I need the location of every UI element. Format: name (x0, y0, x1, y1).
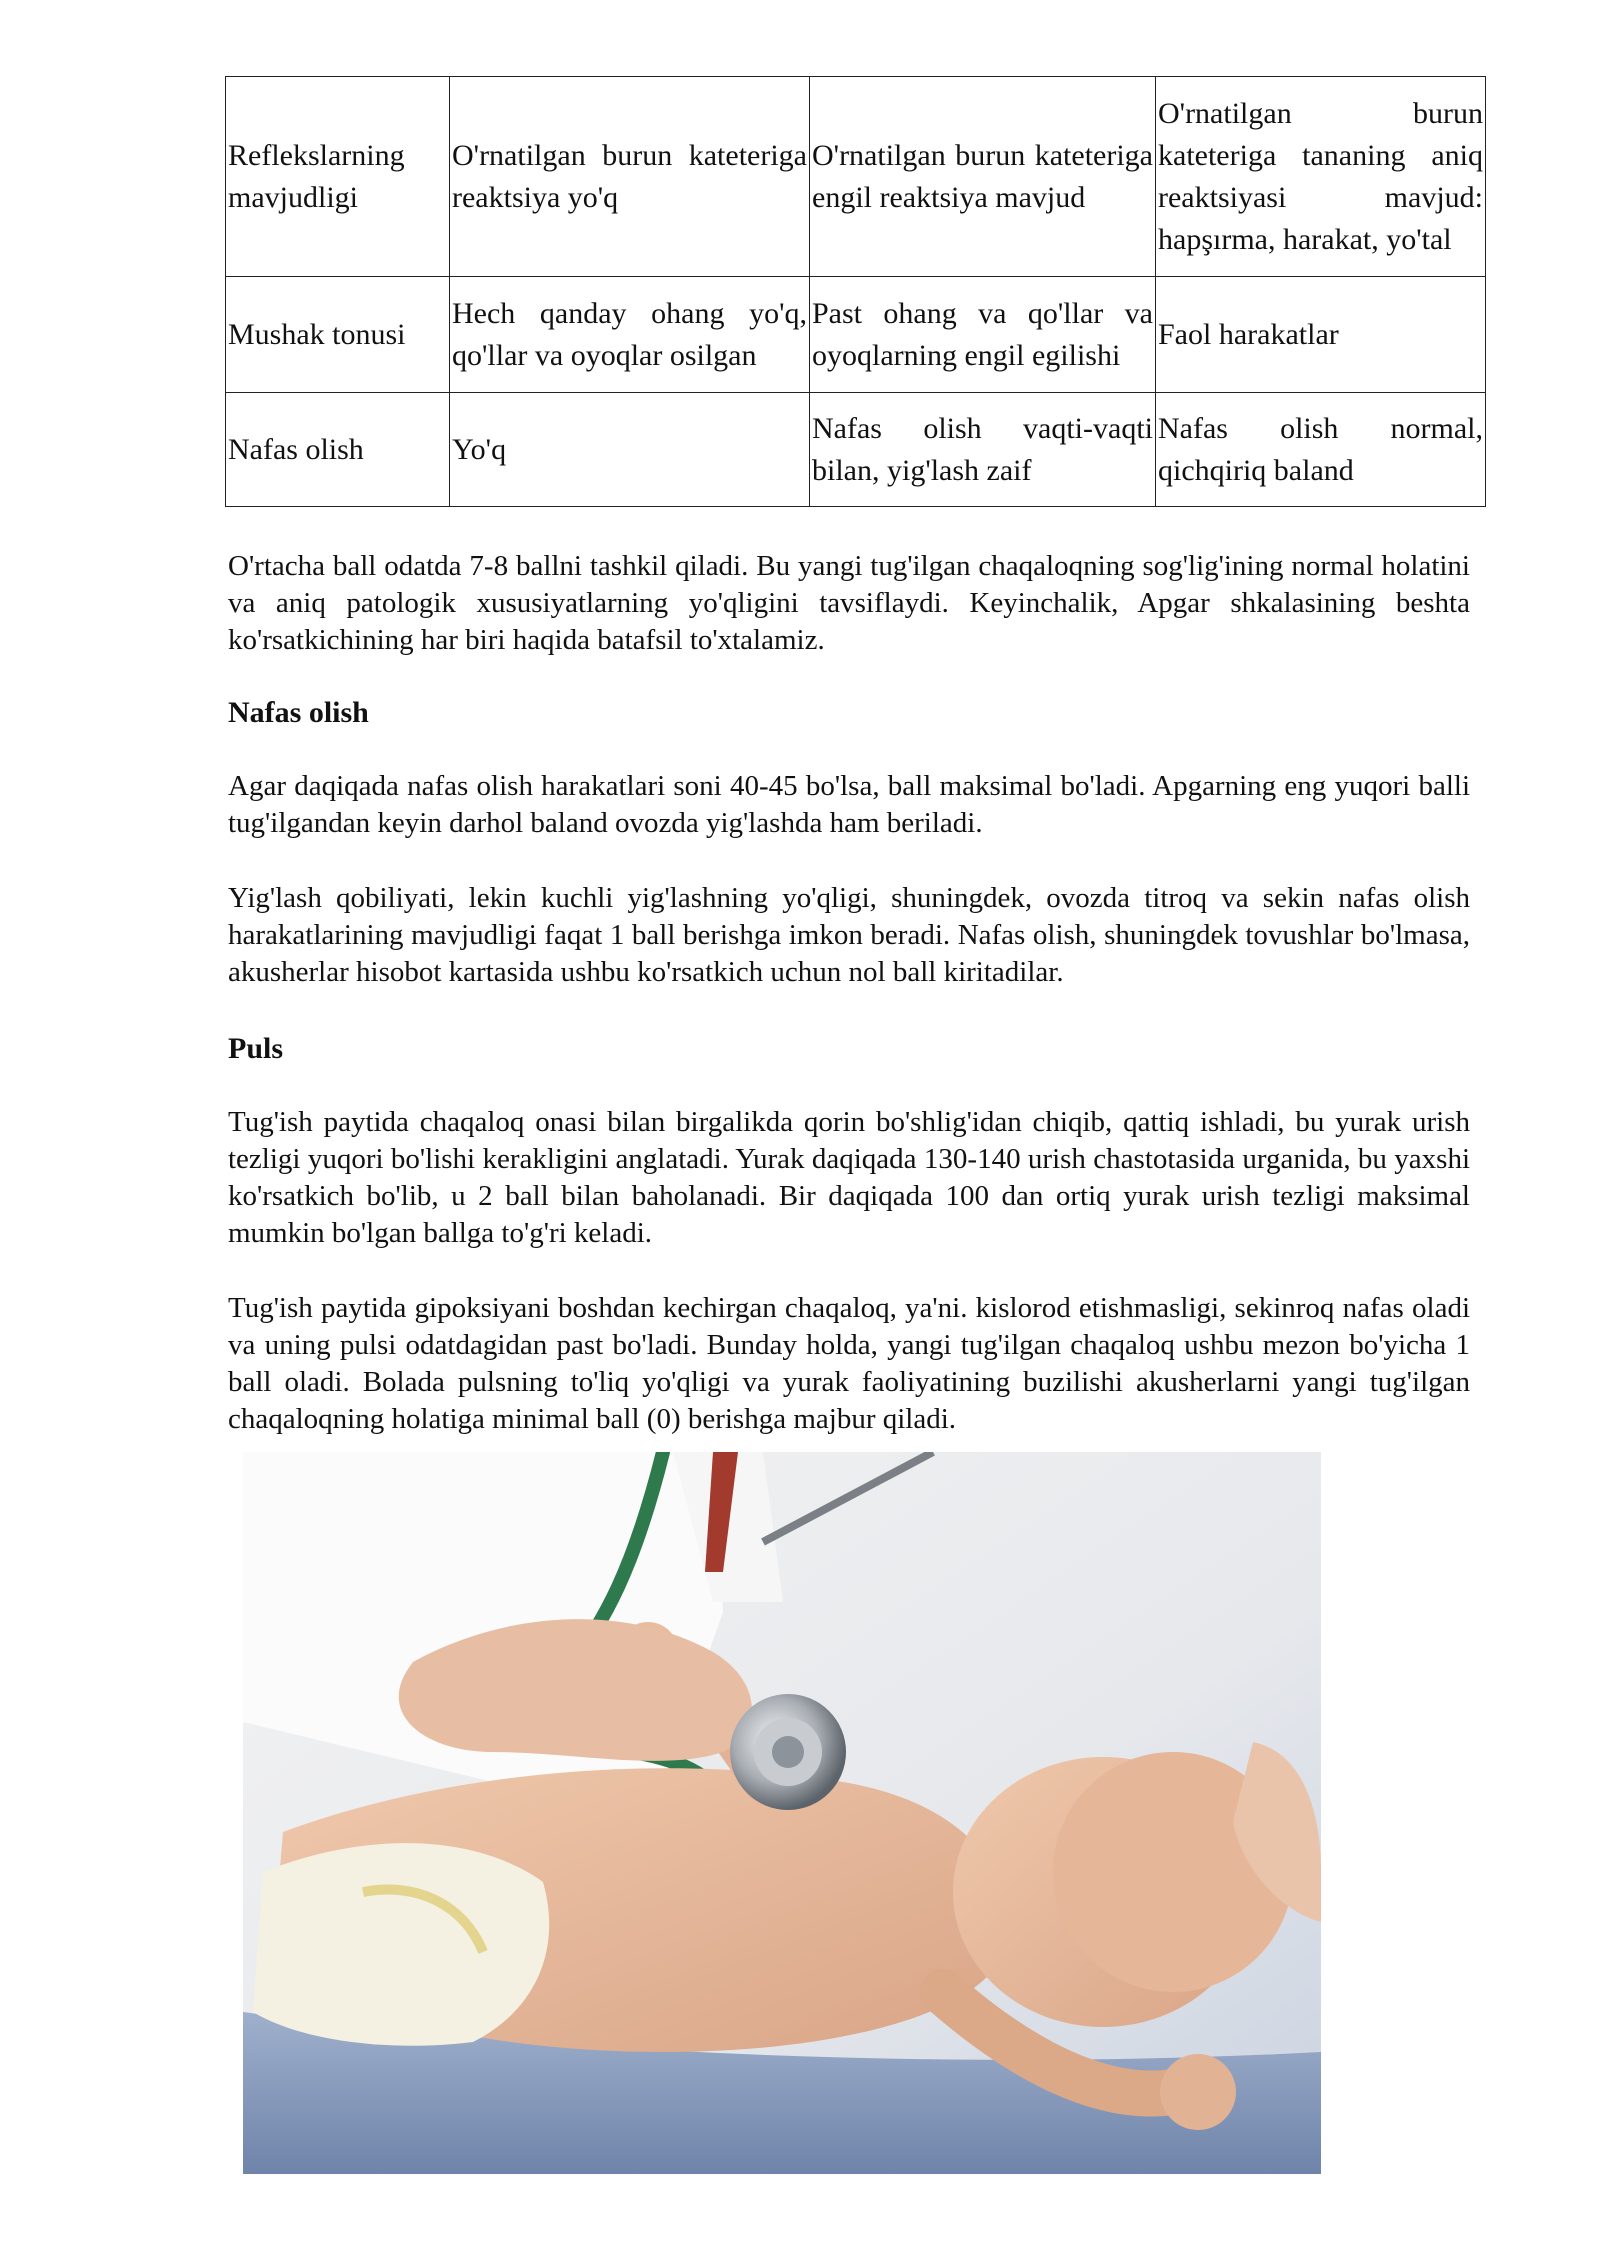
apgar-score-table (225, 76, 1486, 507)
row-label-cell: Reflekslarning mavjudligi (226, 77, 450, 277)
section-heading-breathing: Nafas olish (228, 696, 369, 729)
score-0-cell: O'rnatilgan burun kateteriga reaktsiya yo'q (450, 77, 810, 277)
row-label-cell: Mushak tonusi (226, 277, 450, 393)
table-row (226, 277, 1486, 393)
score-2-cell: Nafas olish normal, qichqiriq baland (1156, 393, 1486, 507)
pulse-paragraph-2: Tug'ish paytida gipoksiyani boshdan kechirgan chaqaloq, ya'ni. kislorod etishmasligi, sekinroq nafas oladi va uning pulsi odatdagidan past bo'ladi. Bunday holda, yangi tug'ilgan chaqaloq ushbu mezon bo'yicha 1 ball oladi. Bolada pulsning to'liq yo'qligi va yurak faoliyatining buzilishi akusherlarni yangi tug'ilgan chaqaloqning holatiga minimal ball (0) berishga majbur qiladi. (228, 1292, 1470, 1435)
breathing-paragraph-2: Yig'lash qobiliyati, lekin kuchli yig'lashning yo'qligi, shuningdek, ovozda titroq va sekin nafas olish harakatlarining mavjudligi faqat 1 ball berishga imkon beradi. Nafas olish, shuningdek tovushlar bo'lmasa, akusherlar hisobot kartasida ushbu ko'rsatkich uchun nol ball kiritadilar. (228, 882, 1470, 988)
score-0-cell: Yo'q (450, 393, 810, 507)
score-2-cell: Faol harakatlar (1156, 277, 1486, 393)
doctor-stethoscope-newborn-photo (243, 1452, 1321, 2174)
table-row (226, 393, 1486, 507)
score-1-cell: O'rnatilgan burun kateteriga engil reaktsiya mavjud (810, 77, 1156, 277)
score-2-cell: O'rnatilgan burun kateteriga tananing aniq reaktsiyasi mavjud: hapşırma, harakat, yo'tal (1156, 77, 1486, 277)
section-heading-pulse: Puls (228, 1032, 284, 1065)
score-1-cell: Nafas olish vaqti-vaqti bilan, yig'lash zaif (810, 393, 1156, 507)
row-label-cell: Nafas olish (226, 393, 450, 507)
score-1-cell: Past ohang va qo'llar va oyoqlarning engil egilishi (810, 277, 1156, 393)
pulse-paragraph-1: Tug'ish paytida chaqaloq onasi bilan birgalikda qorin bo'shlig'idan chiqib, qattiq ishladi, bu yurak urish tezligi yuqori bo'lishi kerakligini anglatadi. Yurak daqiqada 130-140 urish chastotasida urganida, bu yaxshi ko'rsatkich bo'lib, u 2 ball bilan baholanadi. Bir daqiqada 100 dan ortiq yurak urish tezligi maksimal mumkin bo'lgan ballga to'g'ri keladi. (228, 1106, 1470, 1249)
breathing-paragraph-1: Agar daqiqada nafas olish harakatlari soni 40-45 bo'lsa, ball maksimal bo'ladi. Apgarning eng yuqori balli tug'ilgandan keyin darhol baland ovozda yig'lashda ham beriladi. (228, 770, 1470, 839)
intro-paragraph: O'rtacha ball odatda 7-8 ballni tashkil qiladi. Bu yangi tug'ilgan chaqaloqning sog'lig'ining normal holatini va aniq patologik xususiyatlarning yo'qligini tavsiflaydi. Keyinchalik, Apgar shkalasining beshta ko'rsatkichining har biri haqida batafsil to'xtalamiz. (228, 550, 1470, 656)
score-0-cell: Hech qanday ohang yo'q, qo'llar va oyoqlar osilgan (450, 277, 810, 393)
table-row (226, 77, 1486, 277)
